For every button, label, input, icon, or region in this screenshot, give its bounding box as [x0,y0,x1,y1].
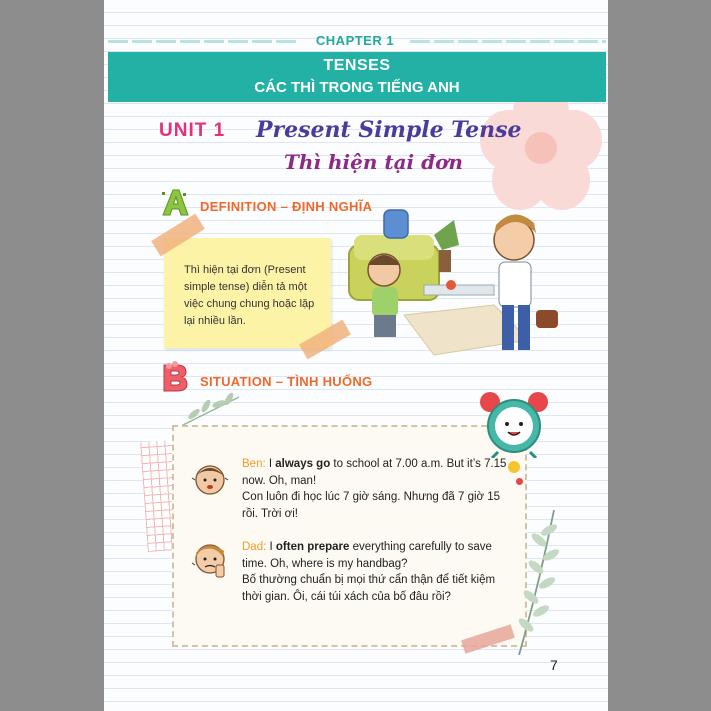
chapter-divider-right [410,40,606,43]
dad-avatar-icon [190,537,230,581]
left-margin [0,0,104,711]
chapter-divider-left [108,40,298,43]
chapter-banner [108,52,606,102]
red-dot [516,478,523,485]
ben-speaker: Ben: [242,458,266,470]
right-margin [608,0,711,711]
banner-title-en: TENSES [323,57,391,74]
dad-translation: Bố thường chuẩn bị mọi thứ cẩn thận để tiết kiệm thời gian. Ôi, cái túi xách của bố đâu rồi? [242,574,496,603]
dad-speaker: Dad: [242,541,267,553]
ben-english: Ben: I always go to school at 7.00 a.m. But it’s 7.15 now. Oh, man! [242,458,507,487]
unit-title-vi: Thì hiện tại đơn [284,150,463,174]
ben-highlight: always go [275,458,331,470]
unit-title-en: Present Simple Tense [256,117,522,143]
ben-translation: Con luôn đi học lúc 7 giờ sáng. Nhưng đã 7 giờ 15 rồi. Trời ơi! [242,491,501,520]
definition-heading: DEFINITION – ĐỊNH NGHĨA [200,199,373,214]
book-page [104,0,608,711]
dad-line [242,539,502,605]
section-b-letter-icon [159,361,191,393]
chapter-label: CHAPTER 1 [315,33,395,48]
chapter-header [104,33,608,49]
section-a-letter-icon [159,186,191,218]
definition-text: Thì hiện tại đơn (Present simple tense) diễn tả một việc chung chung hoặc lặp lại nhiều lần. [184,264,315,327]
dad-english: Dad: I often prepare everything carefully to save time. Oh, where is my handbag? [242,541,492,570]
definition-note [164,238,331,348]
ben-avatar-icon [190,458,230,498]
ben-line [242,456,512,522]
leaf-branch-right-icon [509,505,564,655]
page-number: 7 [550,657,558,673]
situation-heading: SITUATION – TÌNH HUỐNG [200,374,373,389]
dad-highlight: often prepare [275,541,350,553]
alarm-clock-icon [476,388,552,458]
boy-and-dad-illustration [344,205,564,365]
banner-title-vi: CÁC THÌ TRONG TIẾNG ANH [254,79,460,96]
unit-label: UNIT 1 [159,120,226,141]
